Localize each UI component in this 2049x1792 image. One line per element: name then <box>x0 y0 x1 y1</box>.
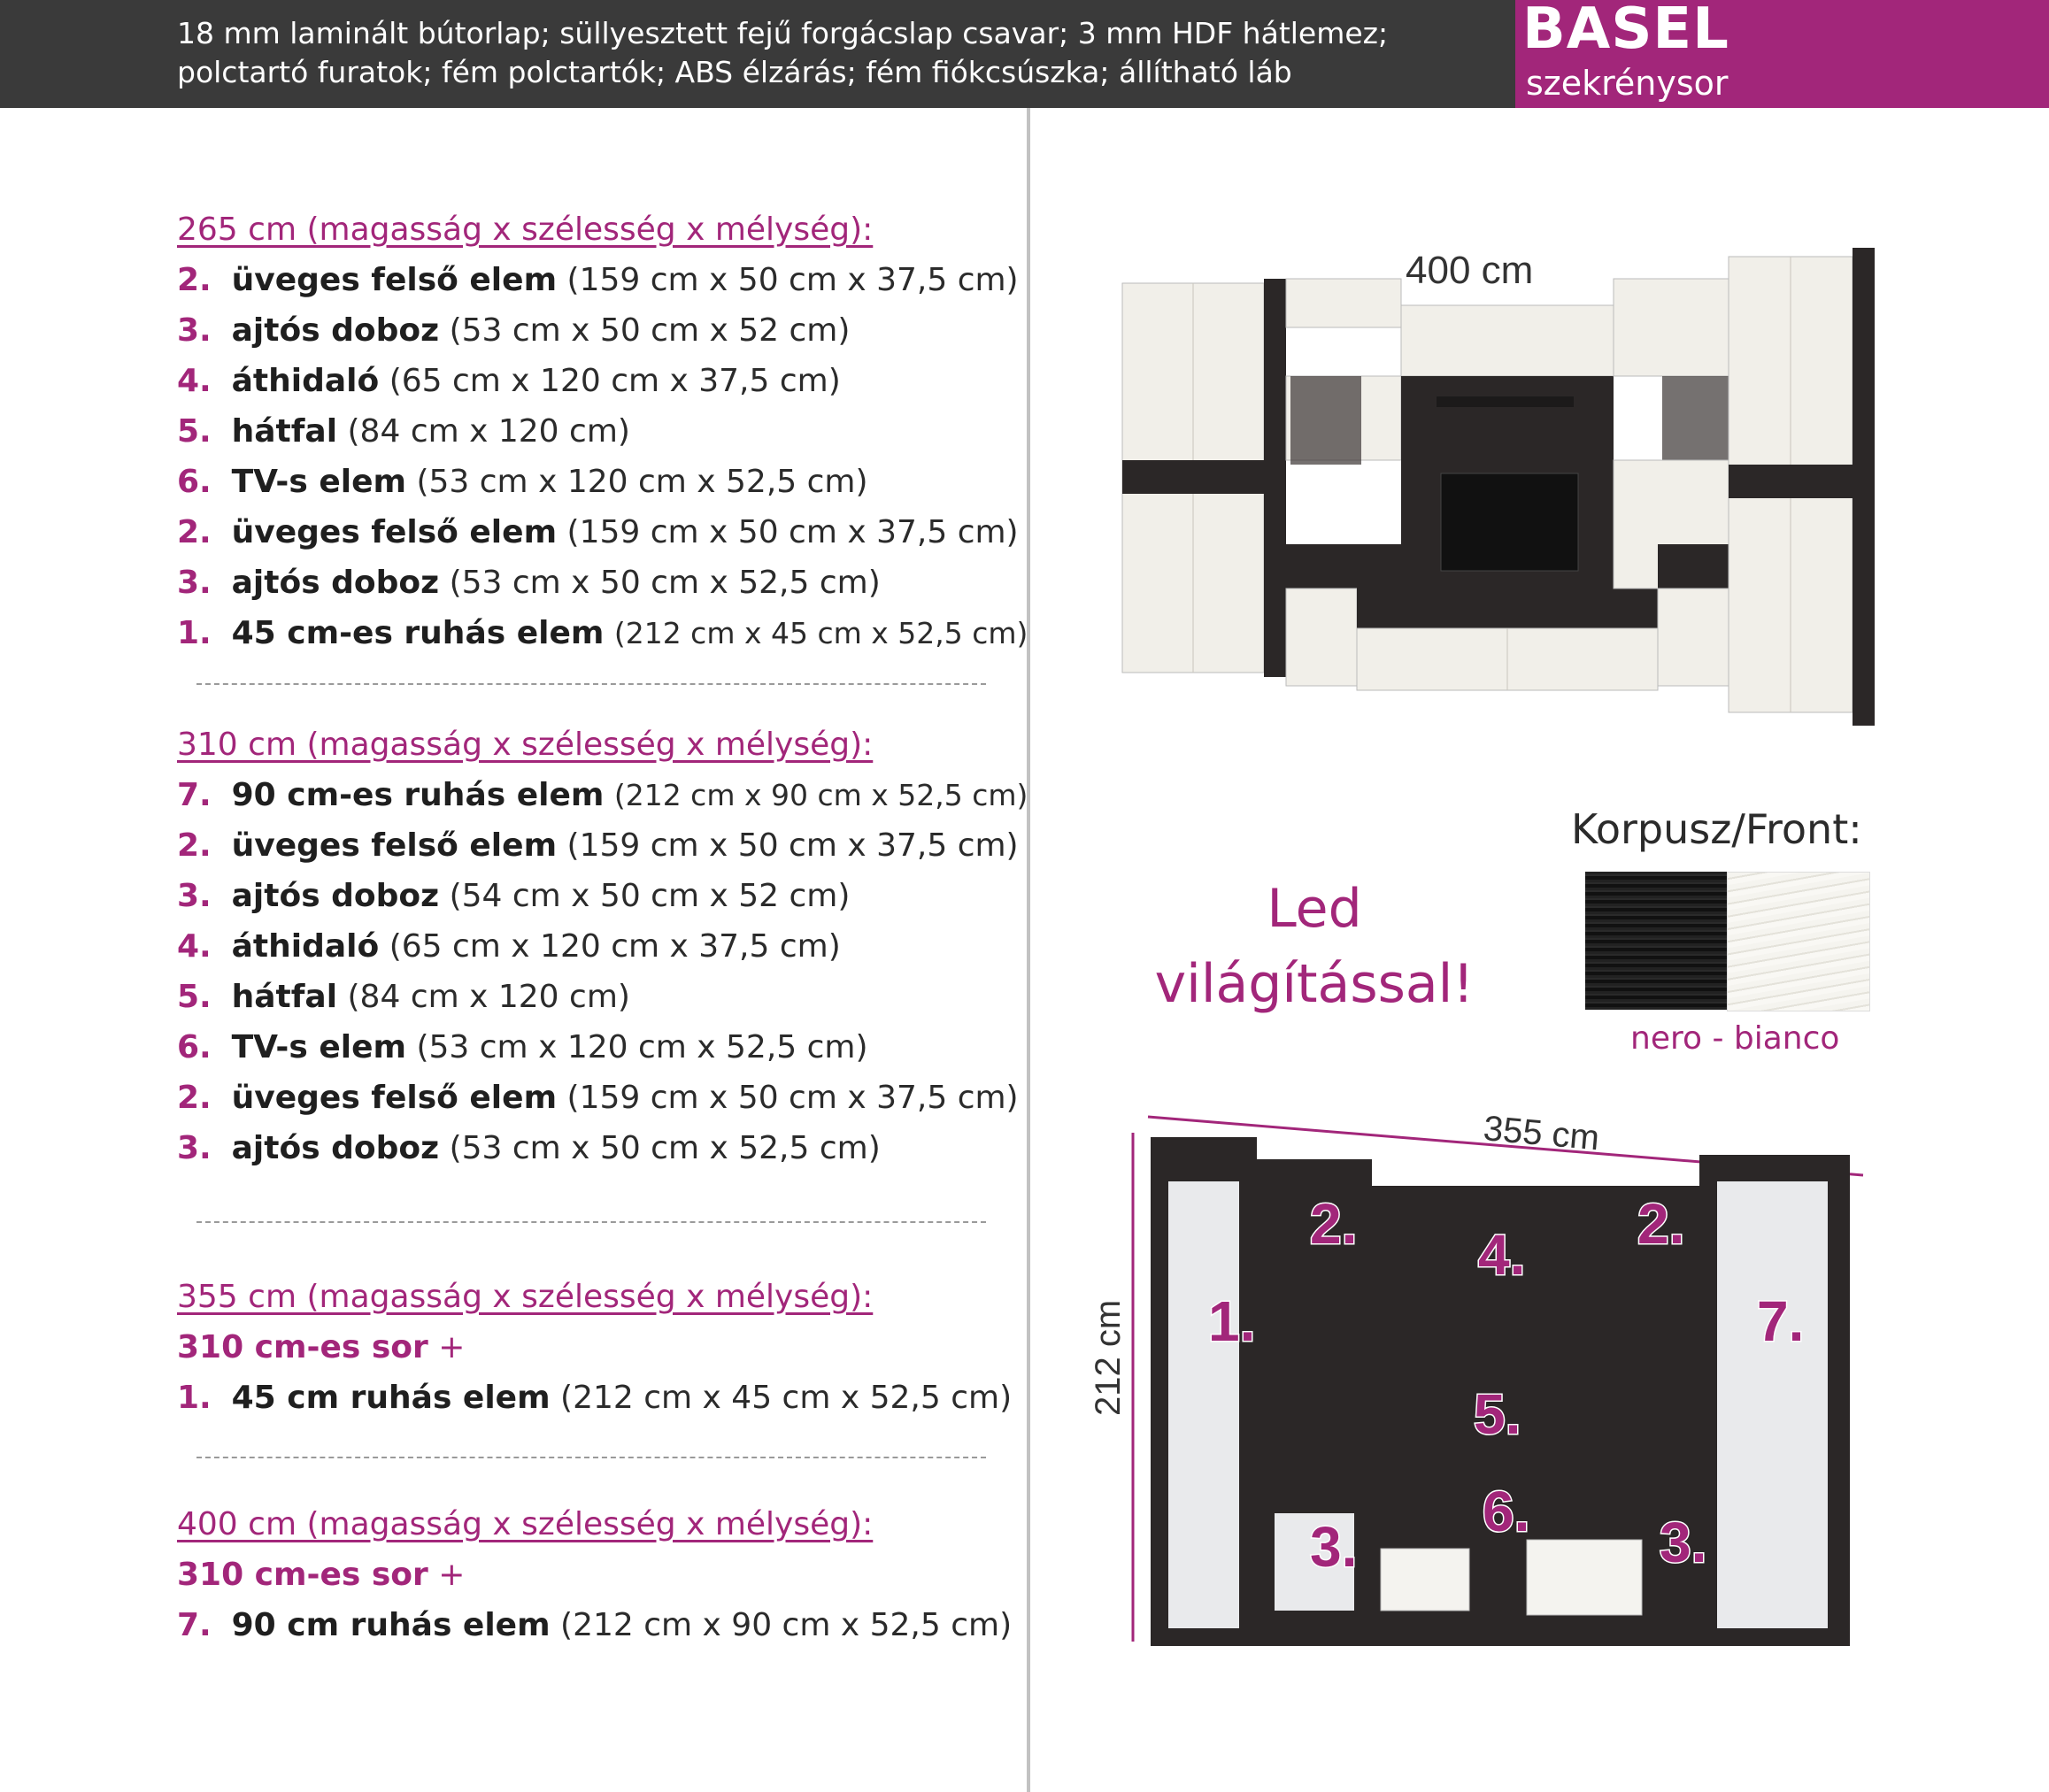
swatch-nero <box>1585 872 1727 1010</box>
diagram-number: 6. <box>1483 1480 1530 1543</box>
list-item <box>177 921 1018 972</box>
list-item <box>177 871 1018 921</box>
item-name: áthidaló <box>231 928 380 965</box>
section-310 <box>177 719 1028 1173</box>
item-dims: (212 cm x 90 cm x 52,5 cm) <box>560 1607 1013 1643</box>
list-item <box>177 1600 1018 1650</box>
item-number: 2. <box>177 514 212 550</box>
item-name: áthidaló <box>231 363 380 399</box>
item-name: 45 cm ruhás elem <box>231 1380 551 1416</box>
item-number: 1. <box>177 615 212 651</box>
list-item <box>177 770 1028 820</box>
item-dims: (53 cm x 50 cm x 52,5 cm) <box>449 1130 881 1166</box>
finish-label: nero - bianco <box>1630 1020 1840 1057</box>
item-number: 5. <box>177 413 212 450</box>
width-label-400: 400 cm <box>1406 249 1534 292</box>
item-number: 7. <box>177 1607 212 1643</box>
header-line-2: polctartó furatok; fém polctartók; ABS élzárás; fém fiókcsúszka; állítható láb <box>177 55 1292 89</box>
item-number: 6. <box>177 464 212 500</box>
item-number: 7. <box>177 777 212 813</box>
section-title: 265 cm (magasság x szélesség x mélység): <box>177 212 874 248</box>
item-dims: (65 cm x 120 cm x 37,5 cm) <box>389 928 841 965</box>
list-item <box>177 558 1018 608</box>
diagram-number: 2. <box>1637 1192 1685 1256</box>
item-dims: (159 cm x 50 cm x 37,5 cm) <box>566 514 1019 550</box>
item-name: hátfal <box>231 979 338 1015</box>
item-number: 3. <box>177 312 212 349</box>
list-item <box>177 305 1018 356</box>
section-title: 355 cm (magasság x szélesség x mélység): <box>177 1279 874 1315</box>
diagram-number: 7. <box>1757 1289 1805 1353</box>
diagram-number: 1. <box>1208 1289 1256 1353</box>
item-number: 2. <box>177 827 212 864</box>
section-355 <box>177 1272 1018 1423</box>
item-number: 2. <box>177 262 212 298</box>
list-item <box>177 608 1028 658</box>
item-name: ajtós doboz <box>231 878 440 914</box>
item-dims: (159 cm x 50 cm x 37,5 cm) <box>566 827 1019 864</box>
led-promo <box>1151 872 1478 1022</box>
item-dims: (212 cm x 90 cm x 52,5 cm) <box>613 778 1028 812</box>
item-dims: (159 cm x 50 cm x 37,5 cm) <box>566 1080 1019 1116</box>
led-line-2: világítással! <box>1154 953 1475 1015</box>
swatch-bianco <box>1727 872 1870 1011</box>
list-item <box>177 1373 1018 1423</box>
header-specs <box>177 14 1388 92</box>
diagram-number: 5. <box>1474 1382 1521 1446</box>
item-dims: (53 cm x 50 cm x 52 cm) <box>449 312 851 349</box>
item-dims: (53 cm x 120 cm x 52,5 cm) <box>416 464 868 500</box>
item-dims: (53 cm x 120 cm x 52,5 cm) <box>416 1029 868 1065</box>
item-number: 3. <box>177 1130 212 1166</box>
item-name: ajtós doboz <box>231 1130 440 1166</box>
height-label-212: 212 cm <box>1089 1299 1128 1416</box>
item-number: 3. <box>177 878 212 914</box>
list-item <box>177 356 1018 406</box>
base-row <box>177 1550 1018 1600</box>
item-name: üveges felső elem <box>231 262 558 298</box>
item-name: üveges felső elem <box>231 514 558 550</box>
list-item <box>177 1073 1018 1123</box>
list-item <box>177 255 1018 305</box>
item-dims: (212 cm x 45 cm x 52,5 cm) <box>613 616 1028 650</box>
item-number: 5. <box>177 979 212 1015</box>
item-dims: (53 cm x 50 cm x 52,5 cm) <box>449 565 881 601</box>
base-label: 310 cm-es sor <box>177 1329 428 1365</box>
section-400 <box>177 1499 1018 1650</box>
item-dims: (159 cm x 50 cm x 37,5 cm) <box>566 262 1019 298</box>
width-label-355: 355 cm <box>1482 1109 1601 1158</box>
item-number: 4. <box>177 363 212 399</box>
led-line-1: Led <box>1267 878 1362 940</box>
item-dims: (212 cm x 45 cm x 52,5 cm) <box>560 1380 1013 1416</box>
item-name: üveges felső elem <box>231 827 558 864</box>
item-name: üveges felső elem <box>231 1080 558 1116</box>
drawer-band <box>1122 460 1264 494</box>
item-number: 6. <box>177 1029 212 1065</box>
numbered-diagram <box>1084 1097 1881 1664</box>
list-item <box>177 406 1018 457</box>
item-number: 4. <box>177 928 212 965</box>
section-separator <box>196 1221 986 1223</box>
diagram-number: 3. <box>1660 1511 1707 1574</box>
product-image-400 <box>1113 239 1875 752</box>
diagram-number: 4. <box>1478 1223 1526 1287</box>
item-dims: (84 cm x 120 cm) <box>347 413 630 450</box>
item-name: 45 cm-es ruhás elem <box>231 615 605 651</box>
diagram-number: 2. <box>1310 1192 1358 1256</box>
base-label: 310 cm-es sor <box>177 1557 428 1593</box>
item-dims: (54 cm x 50 cm x 52 cm) <box>449 878 851 914</box>
section-separator <box>196 683 986 685</box>
item-dims: (65 cm x 120 cm x 37,5 cm) <box>389 363 841 399</box>
brand-title: BASEL <box>1522 0 1729 62</box>
tv-icon <box>1441 473 1578 571</box>
header-line-1: 18 mm laminált bútorlap; süllyesztett fejű forgácslap csavar; 3 mm HDF hátlemez; <box>177 16 1389 50</box>
plus-sign: + <box>438 1557 466 1593</box>
item-name: 90 cm ruhás elem <box>231 1607 551 1643</box>
list-item <box>177 820 1018 871</box>
list-item <box>177 972 1018 1022</box>
plus-sign: + <box>438 1329 466 1365</box>
brand-subtitle: szekrénysor <box>1526 64 1729 103</box>
item-name: ajtós doboz <box>231 565 440 601</box>
item-name: TV-s elem <box>231 464 407 500</box>
list-item <box>177 507 1018 558</box>
section-265 <box>177 204 1028 658</box>
section-title: 310 cm (magasság x szélesség x mélység): <box>177 727 874 763</box>
item-dims: (84 cm x 120 cm) <box>347 979 630 1015</box>
section-separator <box>196 1457 986 1458</box>
list-item <box>177 1123 1018 1173</box>
item-name: 90 cm-es ruhás elem <box>231 777 605 813</box>
section-title: 400 cm (magasság x szélesség x mélység): <box>177 1506 874 1542</box>
item-name: ajtós doboz <box>231 312 440 349</box>
list-item <box>177 457 1018 507</box>
list-item <box>177 1022 1018 1073</box>
base-row <box>177 1322 1018 1373</box>
column-divider <box>1027 108 1030 1792</box>
item-number: 3. <box>177 565 212 601</box>
item-name: hátfal <box>231 413 338 450</box>
item-number: 2. <box>177 1080 212 1116</box>
item-number: 1. <box>177 1380 212 1416</box>
finish-title: Korpusz/Front: <box>1571 805 1862 853</box>
diagram-number: 3. <box>1310 1515 1358 1579</box>
item-name: TV-s elem <box>231 1029 407 1065</box>
